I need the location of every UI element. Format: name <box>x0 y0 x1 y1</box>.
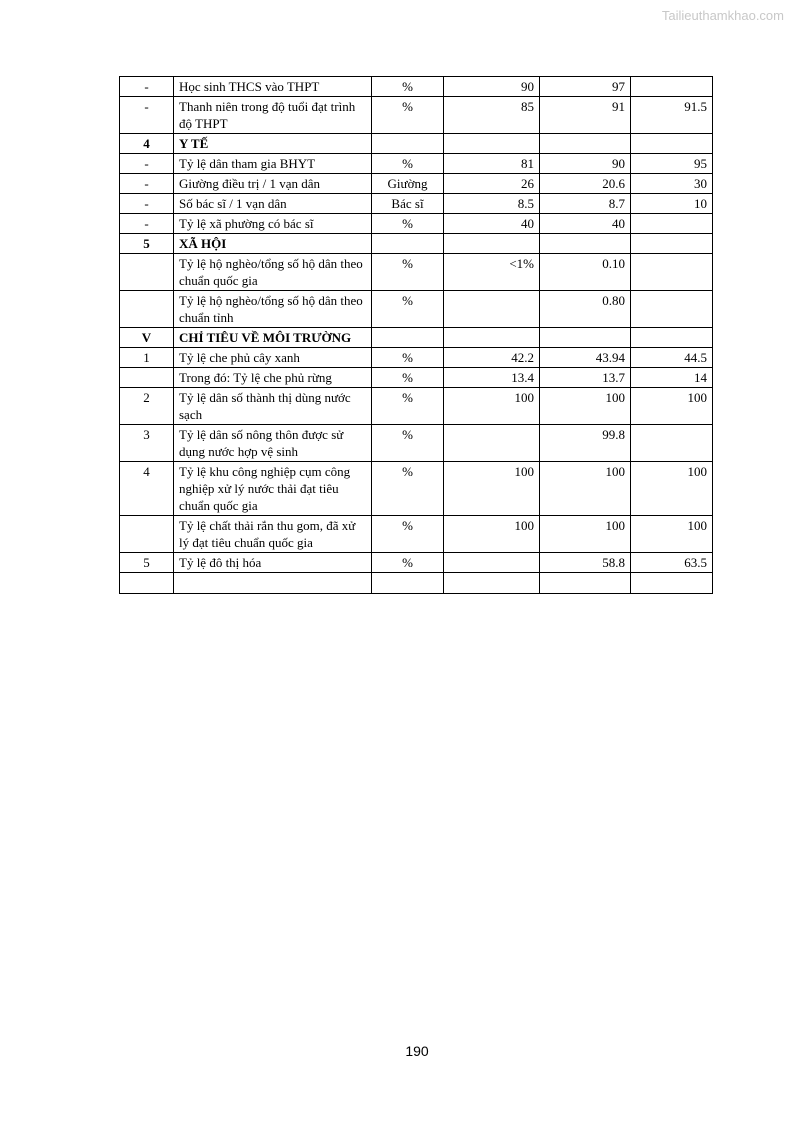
unit-cell: % <box>372 368 444 388</box>
value-cell-2: 0.10 <box>540 254 631 291</box>
value-cell-1 <box>444 234 540 254</box>
indicator-name-cell: Thanh niên trong độ tuổi đạt trình độ THPT <box>174 97 372 134</box>
table-body <box>120 77 713 594</box>
unit-cell: % <box>372 425 444 462</box>
indicator-name-cell: Giường điều trị / 1 vạn dân <box>174 174 372 194</box>
value-cell-2: 91 <box>540 97 631 134</box>
value-cell-2: 58.8 <box>540 553 631 573</box>
unit-cell: Bác sĩ <box>372 194 444 214</box>
value-cell-2: 100 <box>540 462 631 516</box>
value-cell-1 <box>444 291 540 328</box>
value-cell-3: 63.5 <box>631 553 713 573</box>
row-number-cell: 2 <box>120 388 174 425</box>
row-number-cell <box>120 368 174 388</box>
indicator-name-cell: Tỷ lệ dân tham gia BHYT <box>174 154 372 174</box>
unit-cell <box>372 573 444 594</box>
row-number-cell: 3 <box>120 425 174 462</box>
value-cell-2: 43.94 <box>540 348 631 368</box>
table-row <box>120 368 713 388</box>
value-cell-2 <box>540 573 631 594</box>
indicator-name-cell: Tỷ lệ che phủ cây xanh <box>174 348 372 368</box>
row-number-cell: 4 <box>120 134 174 154</box>
table-row <box>120 254 713 291</box>
value-cell-2: 99.8 <box>540 425 631 462</box>
indicator-table <box>119 76 713 594</box>
row-number-cell <box>120 291 174 328</box>
value-cell-1 <box>444 134 540 154</box>
table-row <box>120 174 713 194</box>
value-cell-3: 44.5 <box>631 348 713 368</box>
table-row <box>120 388 713 425</box>
row-number-cell: - <box>120 154 174 174</box>
value-cell-2: 0.80 <box>540 291 631 328</box>
value-cell-3 <box>631 214 713 234</box>
indicator-name-cell: Trong đó: Tỷ lệ che phủ rừng <box>174 368 372 388</box>
value-cell-3 <box>631 573 713 594</box>
row-number-cell: 1 <box>120 348 174 368</box>
row-number-cell <box>120 254 174 291</box>
table-row <box>120 516 713 553</box>
unit-cell: % <box>372 388 444 425</box>
value-cell-3 <box>631 77 713 97</box>
value-cell-1: <1% <box>444 254 540 291</box>
unit-cell: % <box>372 254 444 291</box>
value-cell-3: 100 <box>631 462 713 516</box>
value-cell-2 <box>540 134 631 154</box>
unit-cell <box>372 134 444 154</box>
row-number-cell: 5 <box>120 234 174 254</box>
table-row <box>120 348 713 368</box>
indicator-name-cell: XÃ HỘI <box>174 234 372 254</box>
value-cell-1 <box>444 425 540 462</box>
unit-cell: % <box>372 97 444 134</box>
row-number-cell: - <box>120 77 174 97</box>
table-row <box>120 154 713 174</box>
value-cell-2: 100 <box>540 388 631 425</box>
value-cell-1: 85 <box>444 97 540 134</box>
value-cell-2: 40 <box>540 214 631 234</box>
indicator-name-cell: Số bác sĩ / 1 vạn dân <box>174 194 372 214</box>
value-cell-1: 81 <box>444 154 540 174</box>
value-cell-1: 100 <box>444 516 540 553</box>
watermark: Tailieuthamkhao.com <box>661 8 784 23</box>
value-cell-3 <box>631 291 713 328</box>
indicator-name-cell: Học sinh THCS vào THPT <box>174 77 372 97</box>
unit-cell: Giường <box>372 174 444 194</box>
indicator-name-cell: Tỷ lệ khu công nghiệp cụm công nghiệp xử lý nước thải đạt tiêu chuẩn quốc gia <box>174 462 372 516</box>
value-cell-3 <box>631 234 713 254</box>
section-row <box>120 328 713 348</box>
value-cell-3: 95 <box>631 154 713 174</box>
indicator-name-cell: Tỷ lệ hộ nghèo/tổng số hộ dân theo chuẩn quốc gia <box>174 254 372 291</box>
row-number-cell: 5 <box>120 553 174 573</box>
table-row <box>120 97 713 134</box>
indicator-name-cell: Tỷ lệ dân số nông thôn được sử dụng nước hợp vệ sinh <box>174 425 372 462</box>
table-row <box>120 291 713 328</box>
value-cell-1: 40 <box>444 214 540 234</box>
value-cell-3: 91.5 <box>631 97 713 134</box>
indicator-name-cell: Tỷ lệ đô thị hóa <box>174 553 372 573</box>
unit-cell <box>372 234 444 254</box>
indicator-name-cell: Y TẾ <box>174 134 372 154</box>
row-number-cell <box>120 516 174 553</box>
section-row <box>120 134 713 154</box>
table-row <box>120 573 713 594</box>
value-cell-3: 10 <box>631 194 713 214</box>
indicator-name-cell <box>174 573 372 594</box>
value-cell-2: 8.7 <box>540 194 631 214</box>
value-cell-3 <box>631 425 713 462</box>
value-cell-1: 100 <box>444 462 540 516</box>
unit-cell <box>372 328 444 348</box>
value-cell-3 <box>631 254 713 291</box>
indicator-name-cell: Tỷ lệ chất thải rắn thu gom, đã xử lý đạt tiêu chuẩn quốc gia <box>174 516 372 553</box>
value-cell-2: 20.6 <box>540 174 631 194</box>
indicator-name-cell: CHỈ TIÊU VỀ MÔI TRƯỜNG <box>174 328 372 348</box>
table-row <box>120 77 713 97</box>
table-row <box>120 553 713 573</box>
value-cell-2: 13.7 <box>540 368 631 388</box>
table-row <box>120 462 713 516</box>
row-number-cell: - <box>120 194 174 214</box>
row-number-cell: - <box>120 97 174 134</box>
value-cell-2: 100 <box>540 516 631 553</box>
value-cell-3 <box>631 134 713 154</box>
value-cell-1 <box>444 553 540 573</box>
value-cell-1: 13.4 <box>444 368 540 388</box>
row-number-cell: V <box>120 328 174 348</box>
value-cell-1: 8.5 <box>444 194 540 214</box>
page-number: 190 <box>405 1043 429 1059</box>
indicator-name-cell: Tỷ lệ xã phường có bác sĩ <box>174 214 372 234</box>
unit-cell: % <box>372 77 444 97</box>
value-cell-2 <box>540 328 631 348</box>
row-number-cell <box>120 573 174 594</box>
indicator-name-cell: Tỷ lệ hộ nghèo/tổng số hộ dân theo chuẩn tỉnh <box>174 291 372 328</box>
value-cell-3: 100 <box>631 388 713 425</box>
table-row <box>120 425 713 462</box>
section-row <box>120 234 713 254</box>
unit-cell: % <box>372 462 444 516</box>
unit-cell: % <box>372 214 444 234</box>
value-cell-1 <box>444 328 540 348</box>
value-cell-1: 100 <box>444 388 540 425</box>
table-row <box>120 194 713 214</box>
unit-cell: % <box>372 553 444 573</box>
unit-cell: % <box>372 154 444 174</box>
value-cell-2: 97 <box>540 77 631 97</box>
value-cell-3 <box>631 328 713 348</box>
table-row <box>120 214 713 234</box>
unit-cell: % <box>372 291 444 328</box>
value-cell-1 <box>444 573 540 594</box>
row-number-cell: 4 <box>120 462 174 516</box>
value-cell-2 <box>540 234 631 254</box>
value-cell-3: 100 <box>631 516 713 553</box>
unit-cell: % <box>372 516 444 553</box>
value-cell-1: 26 <box>444 174 540 194</box>
value-cell-2: 90 <box>540 154 631 174</box>
unit-cell: % <box>372 348 444 368</box>
value-cell-1: 42.2 <box>444 348 540 368</box>
value-cell-1: 90 <box>444 77 540 97</box>
row-number-cell: - <box>120 174 174 194</box>
row-number-cell: - <box>120 214 174 234</box>
indicator-name-cell: Tỷ lệ dân số thành thị dùng nước sạch <box>174 388 372 425</box>
value-cell-3: 14 <box>631 368 713 388</box>
value-cell-3: 30 <box>631 174 713 194</box>
